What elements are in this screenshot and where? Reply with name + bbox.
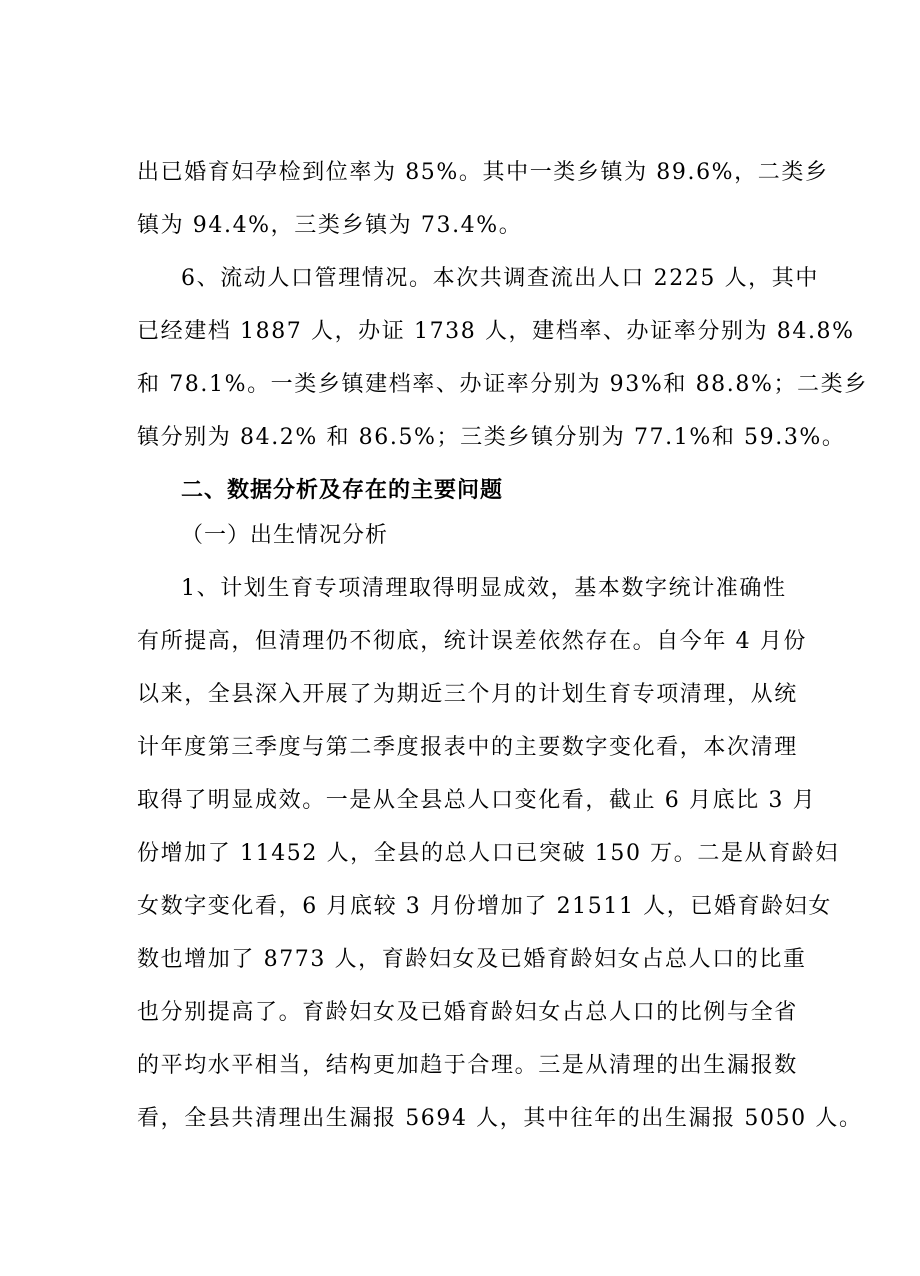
paragraph-1-line-10: 的平均水平相当，结构更加趋于合理。三是从清理的出生漏报数 — [137, 1053, 798, 1078]
subsection-heading: （一）出生情况分析 — [181, 523, 389, 548]
paragraph-1-line-7: 女数字变化看，6 月底较 3 月份增加了 21511 人，已婚育龄妇女 — [137, 894, 832, 919]
paragraph-1-line-11: 看，全县共清理出生漏报 5694 人，其中往年的出生漏报 5050 人。 — [137, 1106, 863, 1131]
paragraph-6-line-1: 6、流动人口管理情况。本次共调查流出人口 2225 人，其中 — [181, 266, 819, 291]
paragraph-1-line-5: 取得了明显成效。一是从全县总人口变化看，截止 6 月底比 3 月 — [137, 788, 817, 813]
paragraph-6-line-4: 镇分别为 84.2% 和 86.5%；三类乡镇分别为 77.1%和 59.3%。 — [137, 425, 846, 450]
paragraph-1-line-1: 1、计划生育专项清理取得明显成效，基本数字统计准确性 — [181, 576, 787, 601]
paragraph-1-line-4: 计年度第三季度与第二季度报表中的主要数字变化看，本次清理 — [137, 735, 798, 760]
paragraph-1-line-3: 以来，全县深入开展了为期近三个月的计划生育专项清理，从统 — [137, 682, 798, 707]
paragraph-1-line-9: 也分别提高了。育龄妇女及已婚育龄妇女占总人口的比例与全省 — [137, 1000, 798, 1025]
section-heading: 二、数据分析及存在的主要问题 — [181, 478, 504, 503]
paragraph-1-line-2: 有所提高，但清理仍不彻底，统计误差依然存在。自今年 4 月份 — [137, 629, 807, 654]
paragraph-6-line-3: 和 78.1%。一类乡镇建档率、办证率分别为 93%和 88.8%；二类乡 — [137, 372, 868, 397]
paragraph-6-line-2: 已经建档 1887 人，办证 1738 人，建档率、办证率分别为 84.8% — [137, 319, 855, 344]
paragraph-1-line-8: 数也增加了 8773 人，育龄妇女及已婚育龄妇女占总人口的比重 — [137, 947, 807, 972]
paragraph-1-line-6: 份增加了 11452 人，全县的总人口已突破 150 万。二是从育龄妇 — [137, 841, 839, 866]
text-line-2: 镇为 94.4%，三类乡镇为 73.4%。 — [137, 213, 523, 238]
text-line-1: 出已婚育妇孕检到位率为 85%。其中一类乡镇为 89.6%，二类乡 — [137, 160, 829, 185]
